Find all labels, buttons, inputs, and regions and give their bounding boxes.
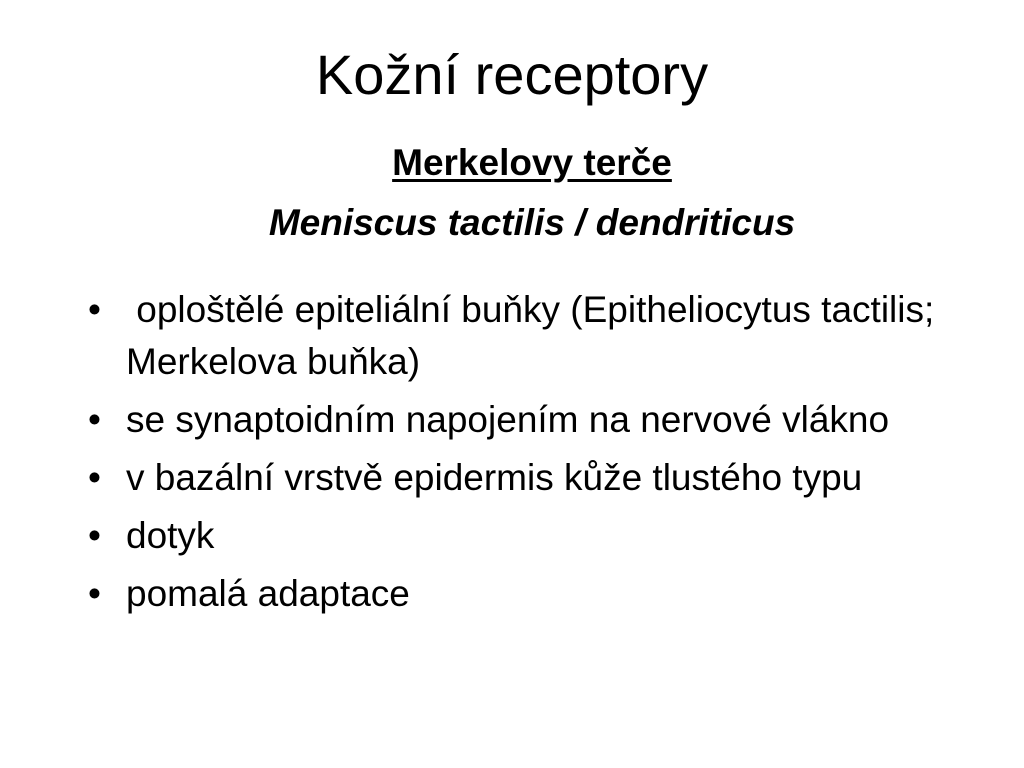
list-item: [88, 394, 988, 446]
slide-title: Kožní receptory: [315, 43, 709, 106]
bullet-icon: •: [88, 457, 101, 498]
bullet-icon: •: [88, 573, 101, 614]
bullet-icon: •: [88, 515, 101, 556]
bullet-text: pomalá adaptace: [126, 573, 410, 614]
list-item: [88, 568, 988, 620]
bullet-text: v bazální vrstvě epidermis kůže tlustého typu: [126, 457, 863, 498]
bullet-icon: •: [88, 289, 101, 330]
list-item: [88, 452, 988, 504]
bullet-list: [88, 284, 988, 626]
bullet-text: se synaptoidním napojením na nervové vlákno: [126, 399, 890, 440]
bullet-icon: •: [88, 399, 101, 440]
list-item: [88, 284, 988, 388]
slide-subtitle: Merkelovy terče: [392, 142, 672, 183]
bullet-text: oploštělé epiteliální buňky (Epitheliocytus tactilis; Merkelova buňka): [126, 289, 945, 382]
list-item: [88, 510, 988, 562]
bullet-text: dotyk: [126, 515, 215, 556]
latin-name: Meniscus tactilis / dendriticus: [268, 202, 796, 243]
